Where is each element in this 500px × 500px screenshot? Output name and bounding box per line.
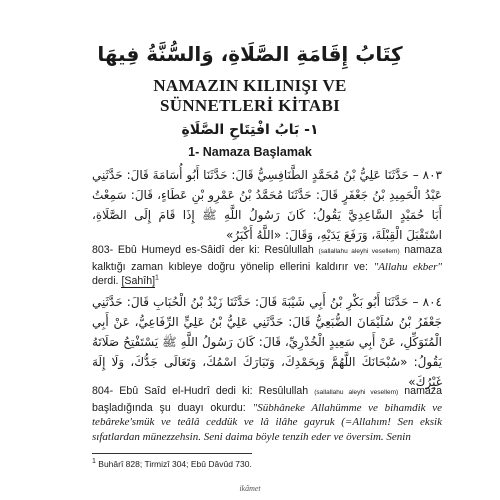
- footnote-divider: [92, 453, 252, 454]
- chapter-title: 1- Namaza Başlamak: [188, 145, 312, 159]
- book-title-line-1: NAMAZIN KILINIŞI VE: [153, 76, 347, 95]
- footnote-number: 1: [92, 458, 96, 466]
- footnote-ref: 1: [155, 274, 159, 282]
- hadith-804-translation: [92, 384, 442, 444]
- book-title: [60, 76, 440, 116]
- hadith-804-text-2: namaza başladığında şu duayı okurdu:: [92, 385, 442, 414]
- hadith-803-text-2: namaza kalktığı zaman kıbleye doğru yönelip ellerini kaldırır ve:: [92, 244, 442, 273]
- salawat-note: (sallallahu aleyhi vesellem): [318, 248, 400, 255]
- arabic-book-title: كِتَابُ إِقَامَةِ الصَّلَاةِ، وَالسُّنَّةُ فِيهَا: [97, 42, 403, 66]
- hadith-803-translation: [92, 243, 442, 289]
- hadith-804-text-1: 804- Ebû Saîd el-Hudrî dedi ki: Resûlullah: [92, 385, 315, 397]
- footnote-text: Buhârî 828; Tirmizî 304; Ebû Dâvûd 730.: [98, 459, 252, 469]
- hadith-803-text-3: derdi.: [92, 275, 122, 287]
- arabic-chapter-title: ١- بَابُ افْتِتَاحِ الصَّلَاةِ: [181, 122, 319, 138]
- hadith-803-text-1: 803- Ebû Humeyd es-Sâidî der ki: Resûlullah: [92, 244, 319, 256]
- hadith-804-arabic: ٨٠٤ – حَدَّثَنَا أَبُو بَكْرِ بْنُ أَبِي شَيْبَةَ قَالَ: حَدَّثَنَا زَيْدُ بْنُ الْحُبَابِ قَالَ: حَدَّثَنِي جَعْفَرُ بْنُ سُلَيْمَانَ الضُّبَعِيُّ قَالَ: حَدَّثَنِي عَلِيُّ بْنُ عَلِيٍّ الرِّفَاعِيُّ، عَنْ أَبِي الْمُتَوَكِّلِ، عَنْ أَبِي سَعِيدٍ الْخُدْرِيِّ، قَالَ: كَانَ رَسُولُ اللَّهِ ﷺ يَسْتَفْتِحُ صَلَاتَهُ يَقُولُ: «سُبْحَانَكَ اللَّهُمَّ وَبِحَمْدِكَ، وَتَبَارَكَ اسْمُكَ، وَتَعَالَى جَدُّكَ، وَلَا إِلَهَ غَيْرُكَ»: [92, 295, 442, 389]
- publisher-brand: ikâmet: [239, 484, 261, 493]
- salawat-note: (sallallahu aleyhi vesellem): [314, 389, 399, 396]
- hadith-803-arabic: ٨٠٣ – حَدَّثَنَا عَلِيُّ بْنُ مُحَمَّدٍ الطَّنَافِسِيُّ قَالَ: حَدَّثَنَا أَبُو أُسَامَةَ قَالَ: حَدَّثَنِي عَبْدُ الْحَمِيدِ بْنُ جَعْفَرٍ قَالَ: حَدَّثَنَا مُحَمَّدُ بْنُ عَمْرِو بْنِ عَطَاءٍ، قَالَ: سَمِعْتُ أَبَا حُمَيْدٍ السَّاعِدِيَّ يَقُولُ: كَانَ رَسُولُ اللَّهِ ﷺ إِذَا قَامَ إِلَى الصَّلَاةِ، اسْتَقْبَلَ الْقِبْلَةَ، وَرَفَعَ يَدَيْهِ، وَقَالَ: «اللَّهُ أَكْبَرُ»: [92, 168, 442, 242]
- book-title-line-2: SÜNNETLERİ KİTABI: [159, 96, 341, 115]
- grade-tag: [Sahîh]: [121, 275, 156, 287]
- dua-quote: "Sübhâneke Allahümme ve bihamdik ve tebâreke'smük ve teâlâ ceddük ve lâ ilâhe gayruk (=Allahım! Sen eksik sıfatlardan münezzehsin. Seni daima böyle tenzih eder ve översim. Senin: [92, 401, 442, 443]
- footnote: [92, 459, 442, 469]
- takbir-quote: "Allahu ekber": [373, 260, 443, 273]
